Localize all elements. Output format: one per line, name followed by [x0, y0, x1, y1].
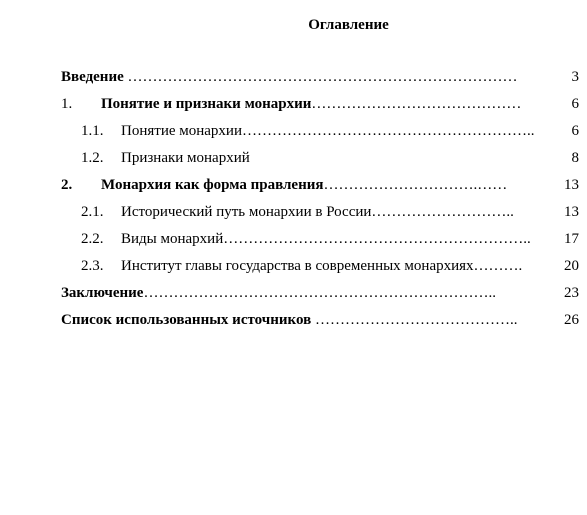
toc-entry-leader: …………………………………………………………………… — [123, 69, 518, 85]
toc-entry-label: Список использованных источников — [61, 312, 312, 328]
toc-entry[interactable] — [61, 283, 579, 310]
toc-entry-page: 13 — [564, 177, 579, 193]
toc-entry-label-wrap — [121, 256, 522, 276]
toc-entry-label: Виды монархий — [121, 231, 224, 247]
toc-entry-label: Заключение — [61, 285, 144, 301]
toc-entry-number: 2.2. — [81, 231, 104, 247]
toc-entry-number: 2. — [61, 177, 73, 193]
toc-entry[interactable] — [61, 94, 579, 121]
toc-entry-label-wrap — [101, 94, 521, 114]
toc-entry-label: Исторический путь монархии в России — [121, 204, 372, 220]
toc-entry-leader: ………………………….…… — [323, 177, 508, 193]
toc-entry-label: Понятие и признаки монархии — [101, 96, 312, 112]
toc-entry-label-wrap — [121, 148, 250, 168]
toc-entry-page: 26 — [564, 312, 579, 328]
toc-entry[interactable] — [61, 148, 579, 175]
toc-entry-page: 20 — [564, 258, 579, 274]
toc-entry-label-wrap — [121, 121, 534, 141]
toc-entry[interactable] — [61, 67, 579, 94]
toc-entry-label: Понятие монархии — [121, 123, 242, 139]
toc-entry[interactable] — [61, 229, 579, 256]
toc-entry-page: 17 — [564, 231, 579, 247]
toc-entry[interactable] — [61, 310, 579, 337]
toc-entry-number: 1.2. — [81, 150, 104, 166]
toc-entry[interactable] — [61, 175, 579, 202]
toc-entry-label: Монархия как форма правления — [101, 177, 324, 193]
toc-list — [61, 67, 579, 337]
toc-entry-number: 1. — [61, 96, 73, 112]
toc-entry-page: 23 — [564, 285, 579, 301]
toc-entry[interactable] — [61, 256, 579, 283]
toc-entry-page: 6 — [571, 123, 579, 139]
toc-entry[interactable] — [61, 202, 579, 229]
toc-entry-leader: …………………………………………………………….. — [143, 285, 496, 301]
toc-entry-number: 2.1. — [81, 204, 104, 220]
toc-entry-leader: …………………………………… — [311, 96, 522, 112]
toc-entry-leader: ………………………………………………….. — [241, 123, 535, 139]
toc-entry[interactable] — [61, 121, 579, 148]
toc-entry-label: Введение — [61, 69, 124, 85]
toc-entry-label: Институт главы государства в современных монархиях — [121, 258, 474, 274]
toc-entry-label-wrap — [101, 175, 507, 195]
toc-title: Оглавление — [308, 17, 389, 33]
toc-entry-label-wrap — [61, 283, 496, 303]
toc-entry-leader: …………………………………………………….. — [223, 231, 531, 247]
toc-entry-leader: ………. — [473, 258, 523, 274]
toc-entry-page: 6 — [571, 96, 579, 112]
toc-entry-leader: ………………………………….. — [311, 312, 518, 328]
toc-entry-page: 8 — [571, 150, 579, 166]
toc-entry-label: Признаки монархий — [121, 150, 250, 166]
toc-entry-label-wrap — [121, 229, 531, 249]
toc-entry-page: 3 — [571, 69, 579, 85]
toc-entry-page: 13 — [564, 204, 579, 220]
toc-entry-leader: ……………………….. — [371, 204, 514, 220]
toc-entry-label-wrap — [121, 202, 514, 222]
toc-entry-number: 2.3. — [81, 258, 104, 274]
toc-entry-label-wrap — [61, 310, 517, 330]
toc-entry-number: 1.1. — [81, 123, 104, 139]
toc-entry-label-wrap — [61, 67, 518, 87]
